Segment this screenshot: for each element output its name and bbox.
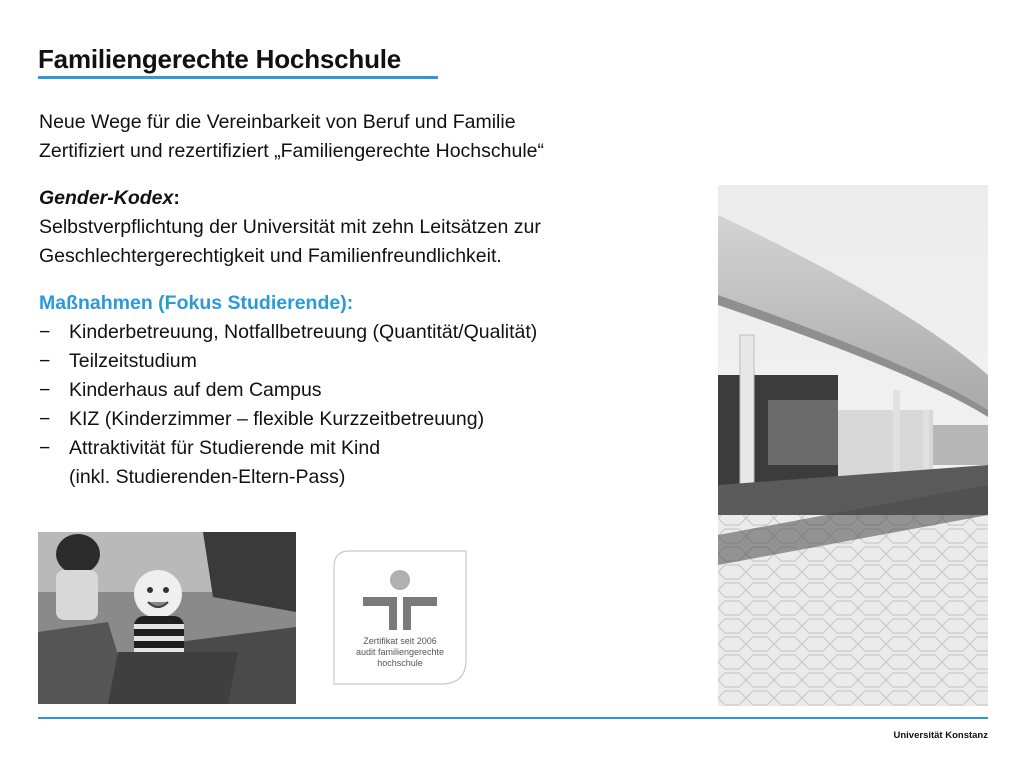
kodex-heading-line (39, 184, 679, 213)
bullet-item (39, 405, 679, 434)
bullet-dash: − (39, 350, 51, 372)
bullet-dash: − (39, 437, 51, 459)
bullet-dash: − (39, 321, 51, 343)
bullet-dash: − (39, 408, 51, 430)
kodex-colon: : (173, 187, 180, 209)
child-playing-photo (38, 532, 296, 704)
bullet-dash: − (39, 379, 51, 401)
footer-divider (38, 717, 988, 719)
measures-heading: Maßnahmen (Fokus Studierende): (39, 292, 354, 314)
kodex-line-2: Geschlechtergerechtigkeit und Familienfreundlichkeit. (39, 245, 502, 267)
footer-institution: Universität Konstanz (893, 730, 988, 741)
kodex-heading: Gender-Kodex (39, 187, 174, 209)
audit-seal-graphic (333, 550, 467, 685)
seal-text-2: audit familiengerechte (355, 647, 445, 657)
bullet-text: Kinderbetreuung, Notfallbetreuung (Quantität/Qualität) (69, 321, 538, 343)
bullet-item (39, 347, 679, 376)
seal-text-1: Zertifikat seit 2006 (363, 636, 437, 646)
campus-building-photo (718, 185, 988, 706)
bullet-continuation: (inkl. Studierenden-Eltern-Pass) (69, 466, 346, 488)
kodex-line-1: Selbstverpflichtung der Universität mit zehn Leitsätzen zur (39, 216, 541, 238)
bullet-text: Teilzeitstudium (69, 350, 197, 372)
bullet-text: KIZ (Kinderzimmer – flexible Kurzzeitbetreuung) (69, 408, 485, 430)
audit-seal (333, 550, 467, 685)
bullet-item (39, 318, 679, 347)
bullet-text: Attraktivität für Studierende mit Kind (69, 437, 381, 459)
intro-line-1: Neue Wege für die Vereinbarkeit von Beruf und Familie (39, 111, 516, 133)
bullet-item (39, 376, 679, 405)
building-illustration (718, 185, 988, 706)
spacer (39, 166, 679, 184)
title-underline (38, 76, 438, 79)
seal-logo-dot (390, 570, 410, 590)
bullet-text: Kinderhaus auf dem Campus (69, 379, 322, 401)
child-illustration (38, 532, 296, 704)
intro-line-2: Zertifiziert und rezertifiziert „Familiengerechte Hochschule“ (39, 140, 545, 162)
spacer (39, 271, 679, 289)
slide-body (39, 108, 679, 492)
seal-text-3: hochschule (377, 658, 423, 668)
bullet-item (39, 434, 679, 463)
slide-title: Familiengerechte Hochschule (38, 44, 402, 74)
